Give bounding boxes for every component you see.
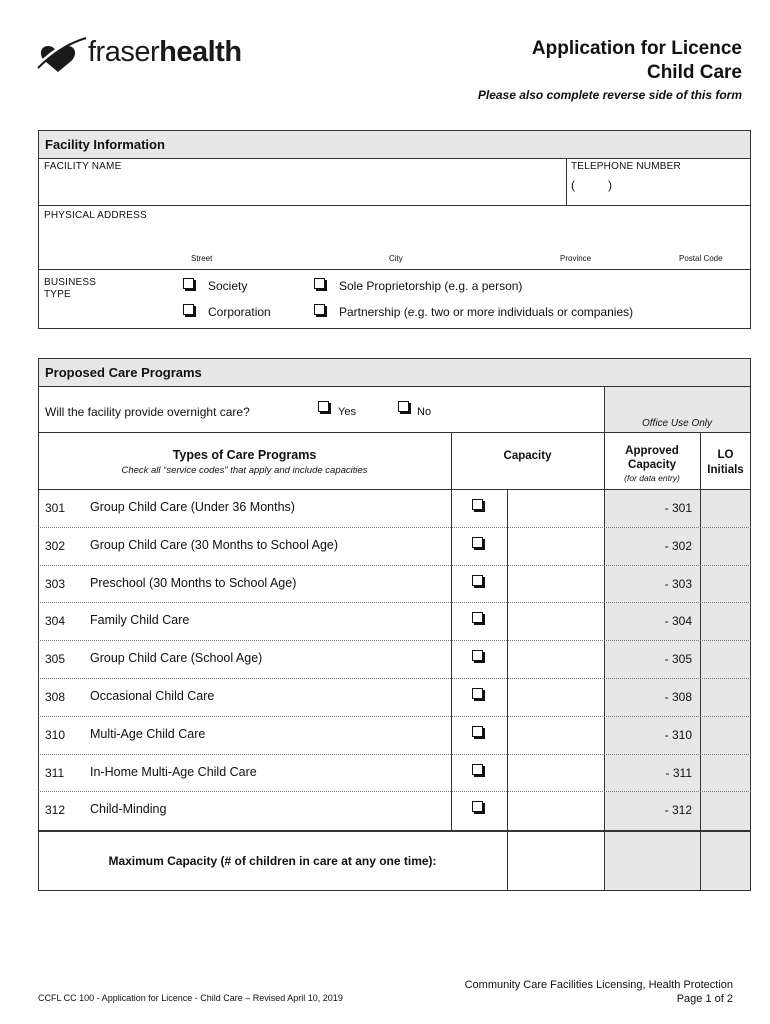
program-checkbox[interactable] [472,537,483,548]
partnership-label: Partnership (e.g. two or more individuals or companies) [339,305,634,319]
society-checkbox[interactable] [183,278,194,289]
telephone-label: TELEPHONE NUMBER [571,161,681,172]
overnight-no-label: No [417,406,432,418]
program-code: 308 [45,689,66,704]
program-code: 310 [45,727,66,742]
row-divider [38,640,751,641]
facility-name-field[interactable] [40,174,564,203]
capacity-field[interactable] [508,566,603,602]
street-label: Street [191,254,213,263]
maximum-capacity-label: Maximum Capacity (# of children in care at any one time): [108,854,437,868]
row-divider [38,716,751,717]
program-name: Family Child Care [90,613,190,628]
overnight-no-checkbox[interactable] [398,401,409,412]
approved-service-code: - 311 [665,765,692,780]
approved-service-code: - 312 [664,803,692,818]
society-label: Society [208,279,248,293]
approved-service-code: - 304 [664,614,692,629]
program-name: Preschool (30 Months to School Age) [90,575,297,590]
business-type-label: BUSINESS TYPE [44,277,97,300]
fraserhealth-logo [36,32,242,76]
programs-section-header: Proposed Care Programs [39,359,750,387]
types-of-care-subtitle: Check all “service codes” that apply and include capacities [121,465,368,476]
program-checkbox[interactable] [472,688,483,699]
footer-right [465,978,733,1006]
program-name: Group Child Care (30 Months to School Age) [90,537,339,552]
corporation-checkbox[interactable] [183,304,194,315]
program-checkbox[interactable] [472,612,483,623]
maximum-capacity-field[interactable] [508,831,603,889]
corporation-label: Corporation [208,305,271,319]
department-footer: Community Care Facilities Licensing, Health Protection [464,979,733,991]
approved-service-code: - 305 [664,652,692,667]
office-use-only-label: Office Use Only [641,418,713,429]
capacity-field[interactable] [508,490,603,526]
row-divider [38,527,751,528]
program-checkbox[interactable] [472,650,483,661]
program-code: 312 [45,803,66,818]
approved-service-code: - 310 [664,727,692,742]
program-checkbox[interactable] [472,575,483,586]
telephone-field[interactable] [568,174,749,203]
program-code: 305 [45,652,66,667]
physical-address-label: PHYSICAL ADDRESS [44,210,147,221]
program-checkbox[interactable] [472,726,483,737]
row-divider [38,754,751,755]
approved-service-code: - 303 [664,576,692,591]
sole-proprietorship-label: Sole Proprietorship (e.g. a person) [339,279,523,293]
overnight-care-question: Will the facility provide overnight care? [45,405,250,419]
program-name: In-Home Multi-Age Child Care [90,764,257,779]
postal-code-label: Postal Code [679,254,723,263]
capacity-field[interactable] [508,528,603,564]
approved-service-code: - 301 [664,500,692,515]
capacity-field[interactable] [508,755,603,791]
sole-proprietorship-checkbox[interactable] [314,278,325,289]
program-name: Multi-Age Child Care [90,726,206,741]
logo-wordmark: fraserhealth [88,36,242,68]
overnight-yes-checkbox[interactable] [318,401,329,412]
types-of-care-header: Types of Care Programs [172,448,317,462]
capacity-field[interactable] [508,603,603,639]
capacity-header: Capacity [503,450,552,462]
program-checkbox[interactable] [472,801,483,812]
overnight-yes-label: Yes [338,406,356,418]
facility-name-label: FACILITY NAME [44,161,122,172]
capacity-field[interactable] [508,717,603,753]
row-divider [38,678,751,679]
partnership-checkbox[interactable] [314,304,325,315]
program-name: Child-Minding [90,802,167,817]
province-label: Province [560,254,592,263]
telephone-area-open: ( [571,178,575,192]
row-divider [38,791,751,792]
form-subtitle: Please also complete reverse side of this form [477,88,742,102]
program-code: 304 [45,614,66,629]
form-title-line2: Child Care [646,62,742,83]
page-number: Page 1 of 2 [676,993,733,1005]
row-divider [38,565,751,566]
program-code: 303 [45,576,66,591]
approved-service-code: - 302 [664,538,692,553]
program-name: Group Child Care (Under 36 Months) [90,499,295,514]
approved-capacity-header: Approved Capacity (for data entry) [624,445,680,483]
capacity-field[interactable] [508,792,603,828]
telephone-area-close: ) [608,178,612,192]
facility-section-header: Facility Information [39,131,750,159]
program-code: 311 [45,765,65,780]
program-name: Group Child Care (School Age) [90,651,263,666]
program-checkbox[interactable] [472,764,483,775]
row-divider [38,602,751,603]
program-checkbox[interactable] [472,499,483,510]
form-id-footer: CCFL CC 100 - Application for Licence - Child Care – Revised April 10, 2019 [38,993,343,1003]
approved-service-code: - 308 [664,689,692,704]
program-code: 302 [45,538,66,553]
city-label: City [389,254,403,263]
program-name: Occasional Child Care [90,688,215,703]
capacity-field[interactable] [508,679,603,715]
heart-swoosh-icon [36,32,88,76]
physical-address-field[interactable] [40,224,749,252]
program-code: 301 [45,500,66,515]
capacity-field[interactable] [508,641,603,677]
lo-initials-header: LO Initials [707,449,744,476]
form-title: Application for Licence [531,38,742,59]
